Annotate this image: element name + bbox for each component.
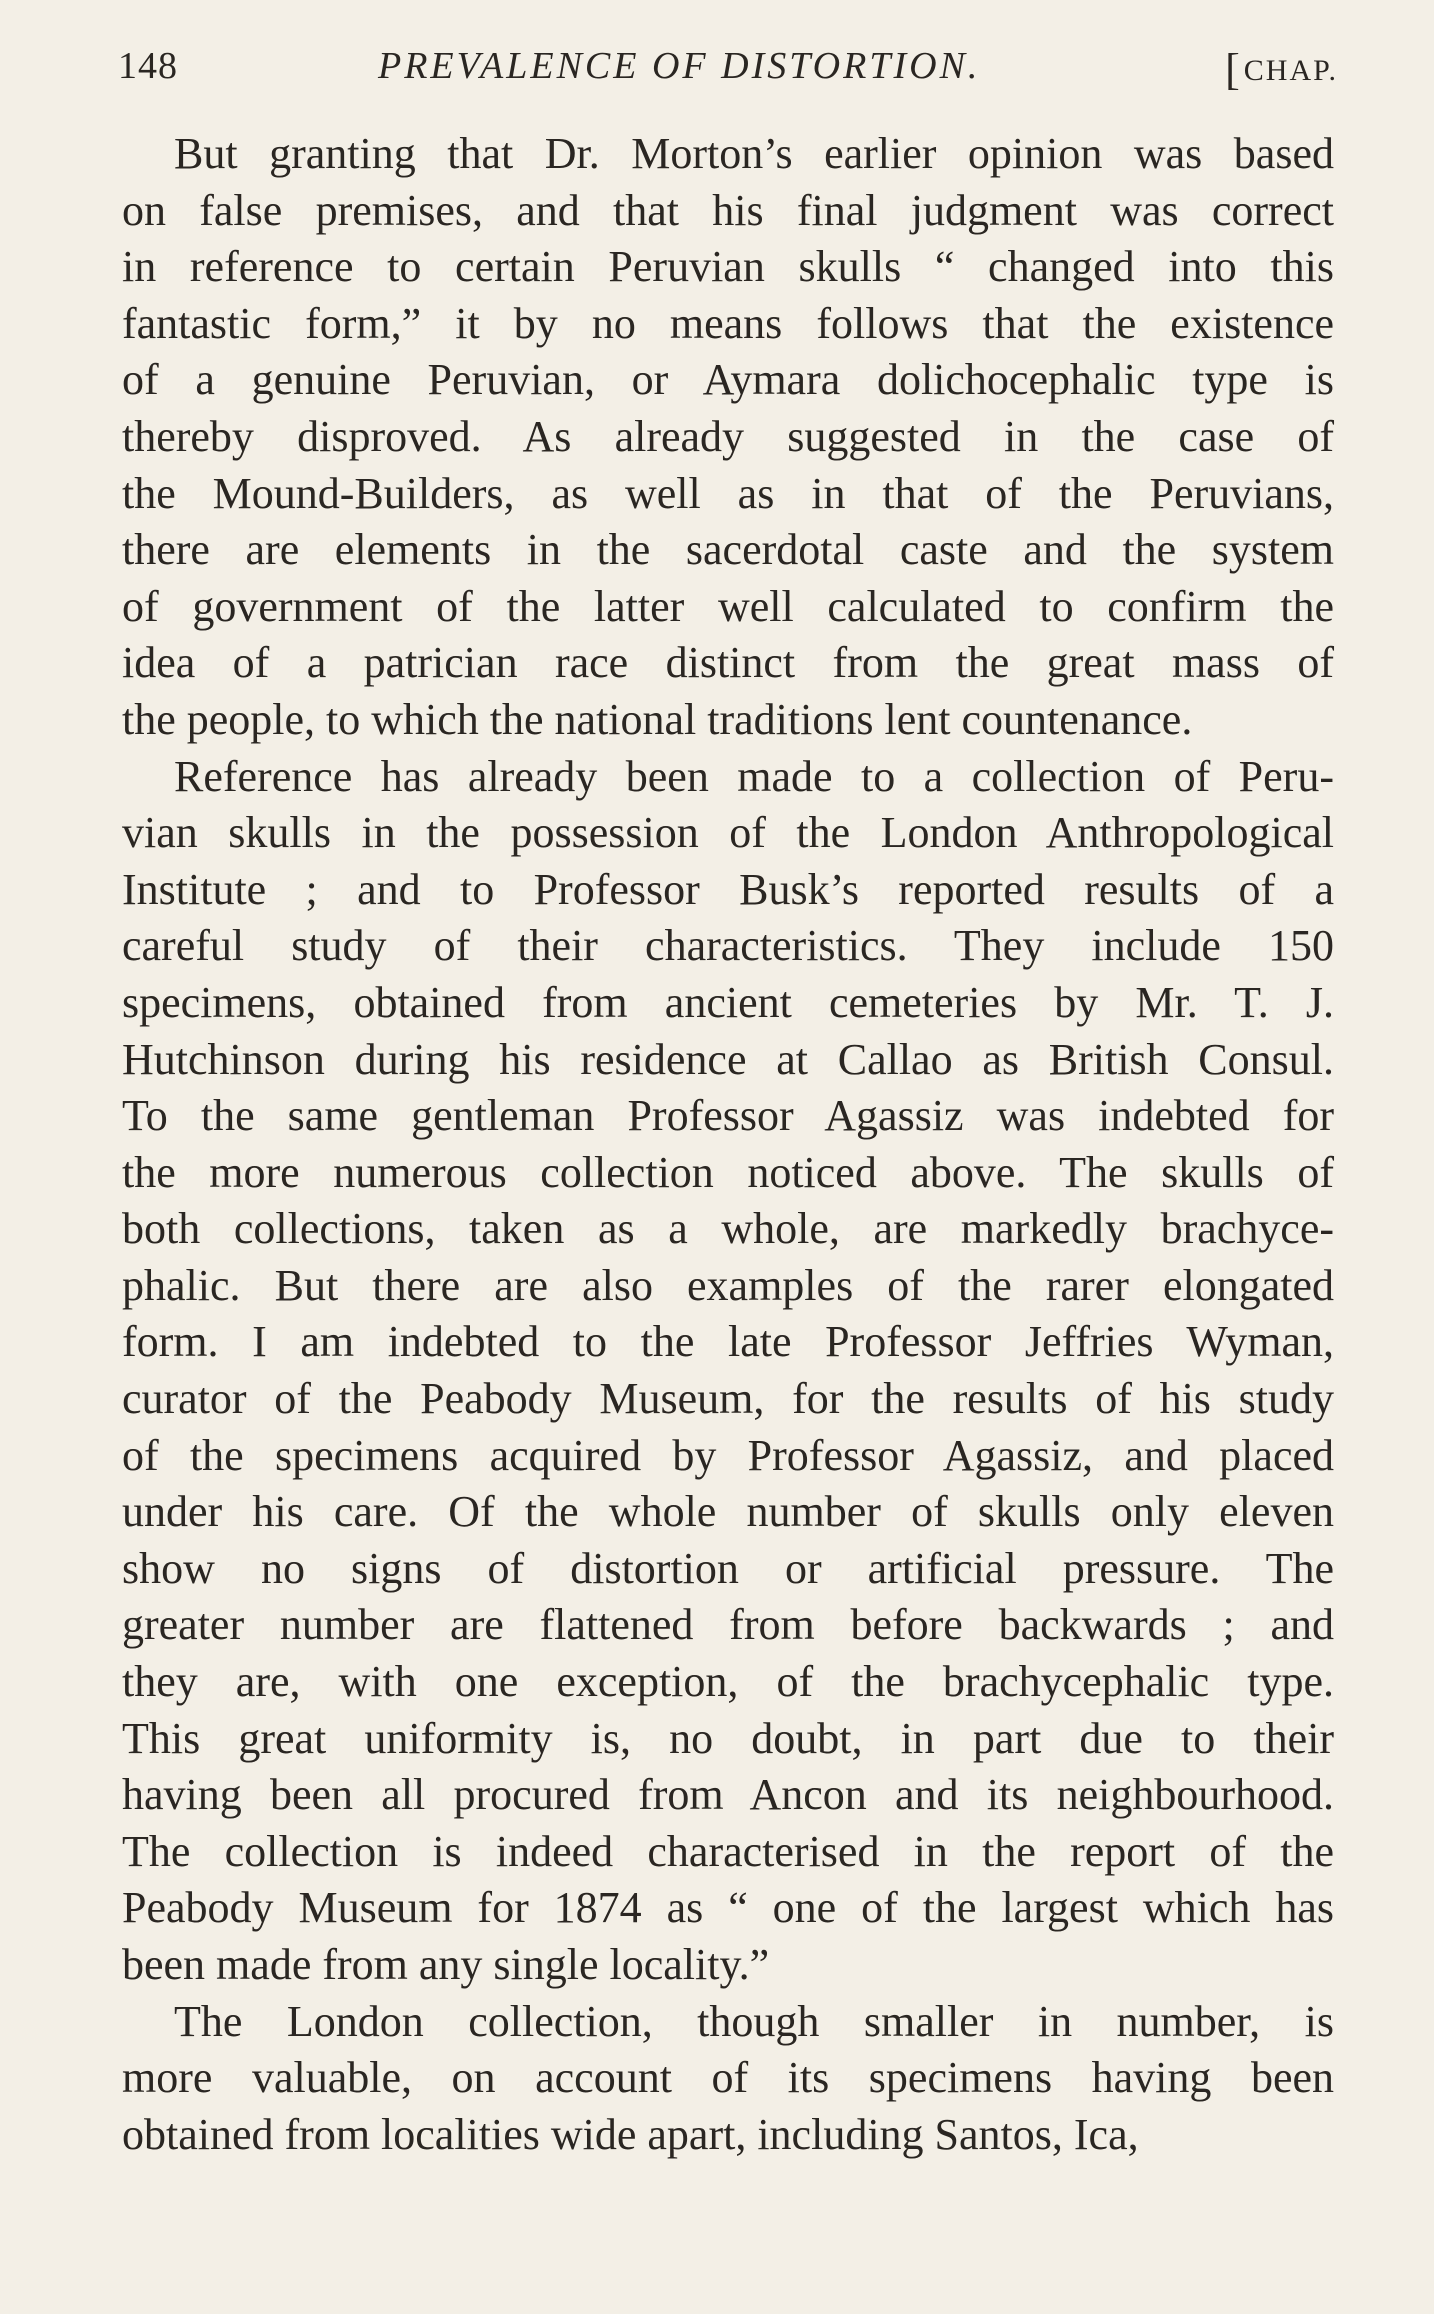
paragraph	[122, 749, 1334, 1994]
text-line: of government of the latter well calculated to confirm the	[122, 581, 1334, 631]
text-line: on false premises, and that his final judgment was correct	[122, 185, 1334, 235]
text-line: the people, to which the national traditions lent countenance.	[122, 694, 1193, 744]
text-line: idea of a patrician race distinct from the great mass of	[122, 638, 1334, 688]
text-line: specimens, obtained from ancient cemeteries by Mr. T. J.	[122, 977, 1334, 1027]
text-line: To the same gentleman Professor Agassiz was indebted for	[122, 1091, 1334, 1141]
text-line: in reference to certain Peruvian skulls “ changed into this	[122, 242, 1334, 292]
page-number: 148	[118, 45, 178, 87]
page-header	[118, 40, 1338, 100]
text-line: Institute ; and to Professor Busk’s reported results of a	[122, 864, 1334, 914]
text-line: But granting that Dr. Morton’s earlier opinion was based	[174, 129, 1334, 178]
chapter-mark	[1225, 44, 1338, 95]
running-title: PREVALENCE OF DISTORTION.	[378, 45, 981, 87]
text-line: the more numerous collection noticed above. The skulls of	[122, 1147, 1334, 1197]
text-line: show no signs of distortion or artificial pressure. The	[122, 1543, 1334, 1593]
text-line: Reference has already been made to a collection of Peru-	[174, 751, 1334, 801]
text-line: This great uniformity is, no doubt, in part due to their	[122, 1713, 1334, 1763]
text-line: vian skulls in the possession of the London Anthropological	[122, 808, 1334, 858]
text-line: fantastic form,” it by no means follows that the existence	[122, 298, 1334, 348]
text-line: careful study of their characteristics. They include 150	[122, 921, 1334, 971]
bracket-glyph: [	[1225, 45, 1242, 94]
text-line: The collection is indeed characterised in the report of the	[122, 1826, 1334, 1876]
text-line: phalic. But there are also examples of the rarer elongated	[122, 1260, 1334, 1310]
text-line: Hutchinson during his residence at Callao as British Consul.	[122, 1034, 1334, 1084]
chapter-mark-label: CHAP.	[1243, 54, 1338, 87]
body-text	[122, 126, 1334, 2163]
text-line: form. I am indebted to the late Professor Jeffries Wyman,	[122, 1317, 1334, 1367]
text-line: the Mound-Builders, as well as in that of the Peruvians,	[122, 468, 1334, 518]
text-line: of a genuine Peruvian, or Aymara dolichocephalic type is	[122, 355, 1334, 405]
text-line: there are elements in the sacerdotal caste and the system	[122, 525, 1334, 575]
text-line: they are, with one exception, of the brachycephalic type.	[122, 1657, 1334, 1707]
text-line: obtained from localities wide apart, including Santos, Ica,	[122, 2109, 1139, 2159]
text-line: under his care. Of the whole number of skulls only eleven	[122, 1487, 1334, 1537]
text-line: Peabody Museum for 1874 as “ one of the largest which has	[122, 1883, 1334, 1933]
paragraph	[122, 1994, 1334, 2164]
text-line: of the specimens acquired by Professor Agassiz, and placed	[122, 1430, 1334, 1480]
text-line: The London collection, though smaller in number, is	[174, 1996, 1334, 2046]
text-line: been made from any single locality.”	[122, 1940, 770, 1989]
text-line: both collections, taken as a whole, are markedly brachyce-	[122, 1204, 1334, 1254]
paragraph	[122, 126, 1334, 749]
text-line: more valuable, on account of its specimens having been	[122, 2053, 1334, 2103]
text-line: thereby disproved. As already suggested in the case of	[122, 411, 1334, 461]
text-line: greater number are flattened from before backwards ; and	[122, 1600, 1334, 1650]
text-line: curator of the Peabody Museum, for the results of his study	[122, 1374, 1334, 1424]
text-line: having been all procured from Ancon and its neighbourhood.	[122, 1770, 1334, 1820]
